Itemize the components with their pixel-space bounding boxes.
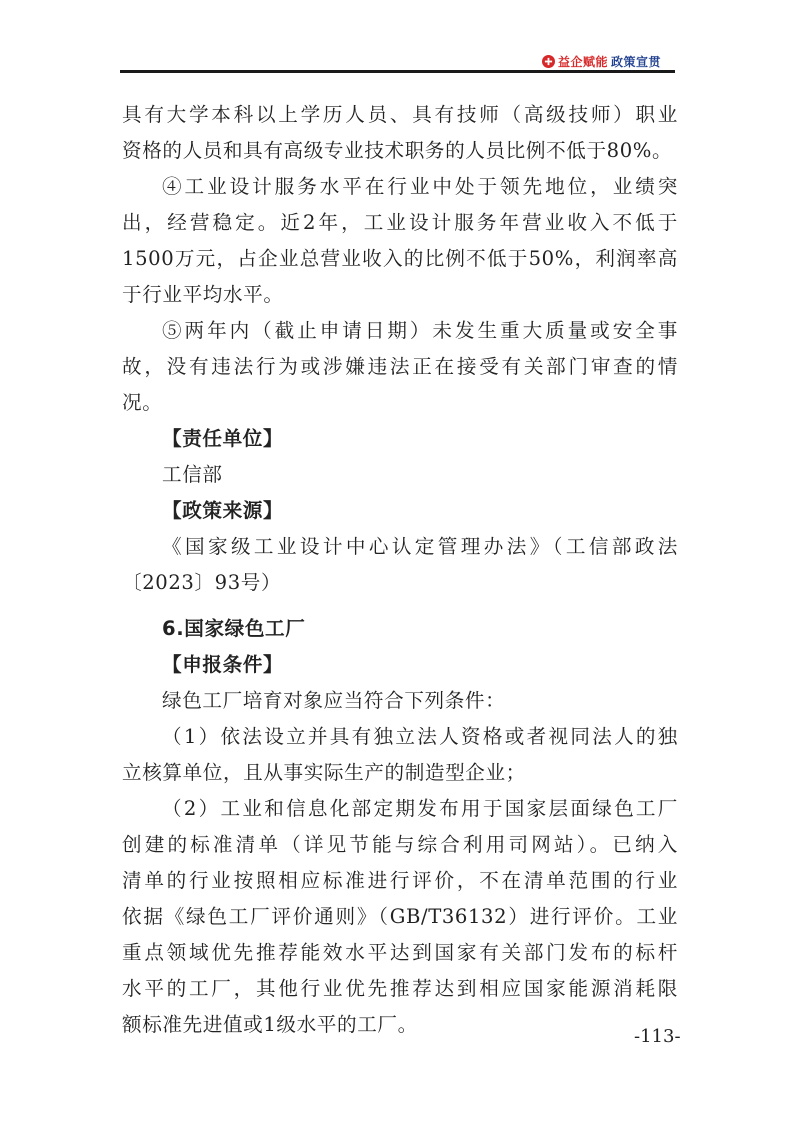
text-line: 具有大学本科以上学历人员、具有技师（高级技师）职业	[122, 103, 678, 126]
heading-responsible-unit: 【责任单位】	[162, 427, 284, 450]
text-line: 于行业平均水平。	[122, 283, 284, 306]
section-title: 6.国家绿色工厂	[162, 617, 306, 640]
text-line: 故，没有违法行为或涉嫌违法正在接受有关部门审查的情	[122, 355, 678, 378]
company-logo-icon	[542, 55, 555, 68]
text-line: 清单的行业按照相应标准进行评价，不在清单范围的行业	[122, 869, 678, 892]
text-line: 绿色工厂培育对象应当符合下列条件：	[162, 689, 506, 712]
heading-conditions: 【申报条件】	[162, 653, 284, 676]
text-line: 况。	[122, 391, 163, 414]
text-line: 〔2023〕93号）	[122, 571, 282, 594]
responsible-unit: 工信部	[162, 463, 223, 486]
text-line: 立核算单位，且从事实际生产的制造型企业；	[122, 761, 526, 784]
text-line: （2）工业和信息化部定期发布用于国家层面绿色工厂	[162, 797, 678, 820]
text-line: 水平的工厂，其他行业优先推荐达到相应国家能源消耗限	[122, 977, 678, 1000]
text-line: 资格的人员和具有高级专业技术职务的人员比例不低于80%。	[122, 139, 673, 162]
text-line: 出，经营稳定。近2年，工业设计服务年营业收入不低于	[122, 211, 678, 234]
text-line: 1500万元，占企业总营业收入的比例不低于50%，利润率高	[122, 247, 678, 270]
text-line: 额标准先进值或1级水平的工厂。	[122, 1013, 418, 1036]
heading-policy-source: 【政策来源】	[162, 499, 284, 522]
text-line: 依据《绿色工厂评价通则》（GB/T36132）进行评价。工业	[122, 905, 678, 928]
document-body	[122, 97, 678, 1043]
text-line: 重点领域优先推荐能效水平达到国家有关部门发布的标杆	[122, 941, 678, 964]
header-logo	[542, 53, 661, 70]
text-line: 《国家级工业设计中心认定管理办法》（工信部政法	[162, 535, 678, 558]
text-line: （1）依法设立并具有独立法人资格或者视同法人的独	[162, 725, 678, 748]
page-number: -113-	[634, 1026, 681, 1047]
text-line: 创建的标准清单（详见节能与综合利用司网站）。已纳入	[122, 833, 678, 856]
text-line: ⑤两年内（截止申请日期）未发生重大质量或安全事	[162, 319, 678, 342]
header-divider	[120, 70, 675, 73]
brand-subtitle: 政策宣贯	[611, 55, 662, 69]
brand-name: 益企赋能	[558, 55, 609, 69]
text-line: ④工业设计服务水平在行业中处于领先地位，业绩突	[162, 175, 678, 198]
